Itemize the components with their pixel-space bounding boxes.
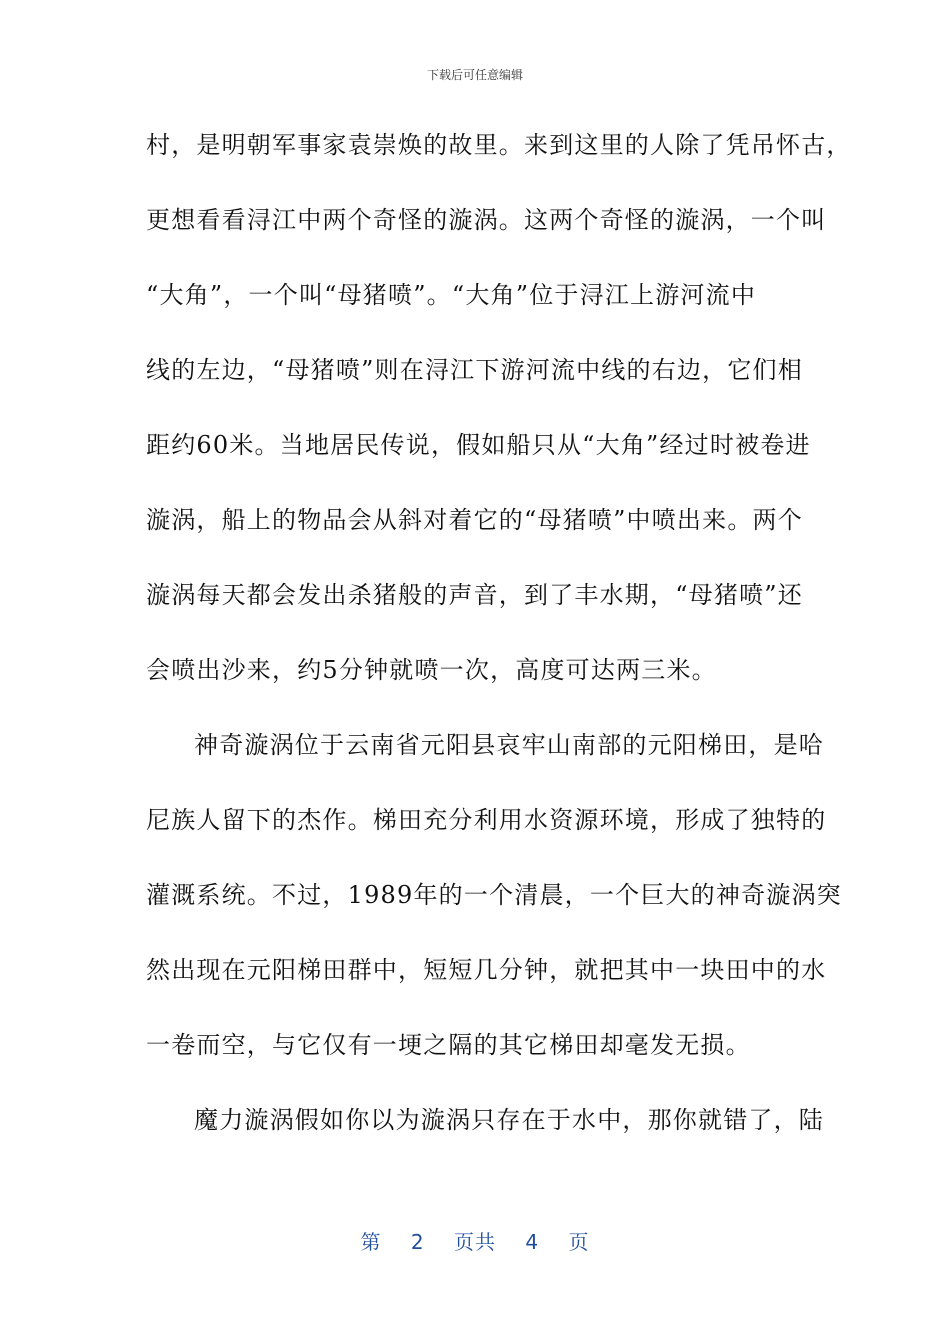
total-pages-number: 4 [525,1230,540,1254]
text-line: 更想看看浔江中两个奇怪的漩涡。这两个奇怪的漩涡，一个叫 [146,206,827,234]
text-line: 漩涡，船上的物品会从斜对着它的“母猪喷”中喷出来。两个 [146,506,803,534]
text-line: 灌溉系统。不过，1989年的一个清晨，一个巨大的神奇漩涡突 [146,881,842,909]
text-line: 漩涡每天都会发出杀猪般的声音，到了丰水期，“母猪喷”还 [146,581,803,609]
text-line: 尼族人留下的杰作。梯田充分利用水资源环境，形成了独特的 [146,806,827,834]
footer-middle: 页共 [454,1230,496,1254]
paragraph-start-line: 魔力漩涡假如你以为漩涡只存在于水中，那你就错了，陆 [194,1106,824,1134]
text-line: 然出现在元阳梯田群中，短短几分钟，就把其中一块田中的水 [146,956,827,984]
text-line: “大角”，一个叫“母猪喷”。“大角”位于浔江上游河流中 [146,281,757,309]
text-line: 线的左边，“母猪喷”则在浔江下游河流中线的右边，它们相 [146,356,803,384]
text-line: 村，是明朝军事家袁崇焕的故里。来到这里的人除了凭吊怀古， [146,131,852,159]
page-header: 下载后可任意编辑 [426,68,523,82]
text-line: 一卷而空，与它仅有一埂之隔的其它梯田却毫发无损。 [146,1031,751,1059]
text-line: 距约60米。当地居民传说，假如船只从“大角”经过时被卷进 [146,431,811,459]
paragraph-start-line: 神奇漩涡位于云南省元阳县哀牢山南部的元阳梯田，是哈 [194,731,824,759]
footer-suffix: 页 [568,1230,590,1254]
footer-prefix: 第 [360,1230,382,1254]
text-line: 会喷出沙来，约5分钟就喷一次，高度可达两三米。 [146,656,717,684]
page-footer [0,1226,950,1255]
current-page-number: 2 [410,1230,425,1254]
